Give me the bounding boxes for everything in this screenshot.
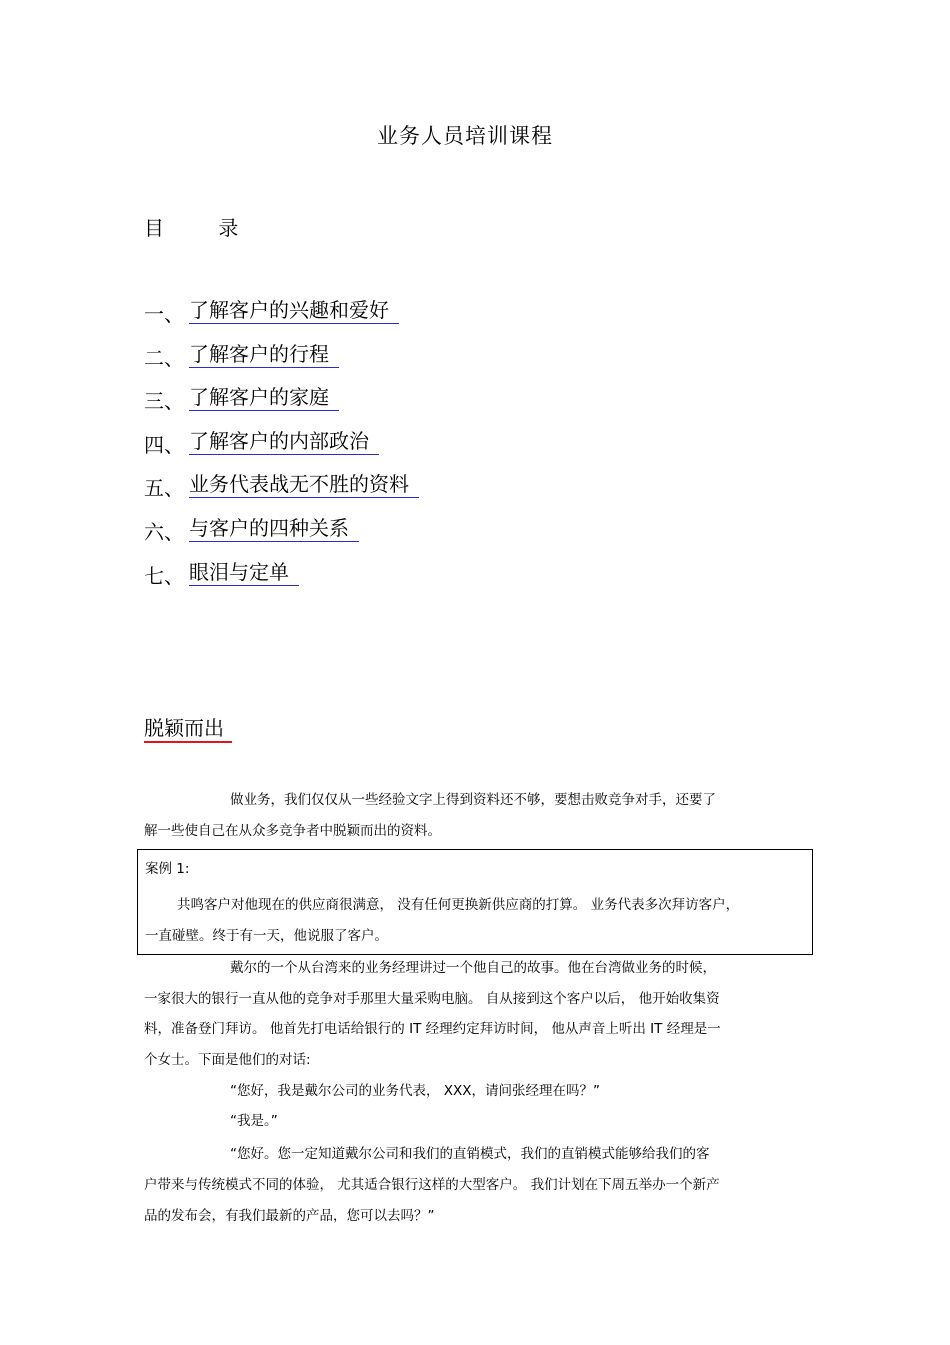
intro-line: 做业务，我们仅仅从一些经验文字上得到资料还不够，要想击败竞争对手，还要了 [230,792,716,808]
toc-item-number: 四、 [144,432,184,457]
dialogue-line: “我是。” [230,1113,278,1129]
toc-item[interactable] [144,385,419,429]
toc-item-link[interactable]: 眼泪与定单 [189,560,299,586]
toc-item[interactable] [144,342,419,386]
story-line: 一家很大的银行一直从他的竞争对手那里大量采购电脑。 自从接到这个客户以后， 他开始收集资 [144,991,720,1007]
toc-item-link[interactable]: 与客户的四种关系 [189,516,359,542]
case-line: 共鸣客户对他现在的供应商很满意， 没有任何更换新供应商的打算。 业务代表多次拜访客户， [177,897,740,913]
toc-heading: 目 录 [144,216,263,240]
toc-item-number: 六、 [144,519,184,544]
closing-line: 品的发布会，有我们最新的产品，您可以去吗？” [144,1208,435,1224]
dialogue-line: “您好，我是戴尔公司的业务代表， XXX，请问张经理在吗？” [230,1083,601,1099]
dialogue-line: “您好。您一定知道戴尔公司和我们的直销模式，我们的直销模式能够给我们的客 [230,1146,710,1162]
toc-item[interactable] [144,516,419,560]
toc-item-number: 五、 [144,476,184,501]
toc-item-link[interactable]: 了解客户的家庭 [189,385,339,411]
case-label: 案例 1: [145,861,190,877]
toc-item-link[interactable]: 了解客户的行程 [189,342,339,368]
story-line: 个女士。下面是他们的对话: [144,1052,311,1068]
toc-item-number: 七、 [144,563,184,588]
case-box [137,849,813,955]
table-of-contents [144,298,419,603]
toc-item[interactable] [144,298,419,342]
closing-line: 户带来与传统模式不同的体验， 尤其适合银行这样的大型客户。 我们计划在下周五举办一个新产 [144,1177,720,1193]
case-line: 一直碰壁。终于有一天，他说服了客户。 [145,928,388,944]
document-title: 业务人员培训课程 [377,124,553,148]
toc-item-link[interactable]: 了解客户的内部政治 [189,429,379,455]
toc-item[interactable] [144,429,419,473]
intro-line: 解一些使自己在从众多竞争者中脱颖而出的资料。 [144,823,441,839]
toc-item-number: 一、 [144,302,184,326]
toc-item-link[interactable]: 业务代表战无不胜的资料 [189,472,419,498]
toc-item[interactable] [144,560,419,604]
toc-item[interactable] [144,472,419,516]
story-line: 戴尔的一个从台湾来的业务经理讲过一个他自己的故事。他在台湾做业务的时候， [230,960,716,976]
toc-item-number: 三、 [144,389,184,414]
toc-item-link[interactable]: 了解客户的兴趣和爱好 [189,298,399,324]
toc-item-number: 二、 [144,345,184,370]
section-heading: 脱颖而出 [144,716,232,743]
story-line: 料，准备登门拜访。 他首先打电话给银行的 IT 经理约定拜访时间， 他从声音上听出 IT 经理是一 [144,1021,721,1037]
